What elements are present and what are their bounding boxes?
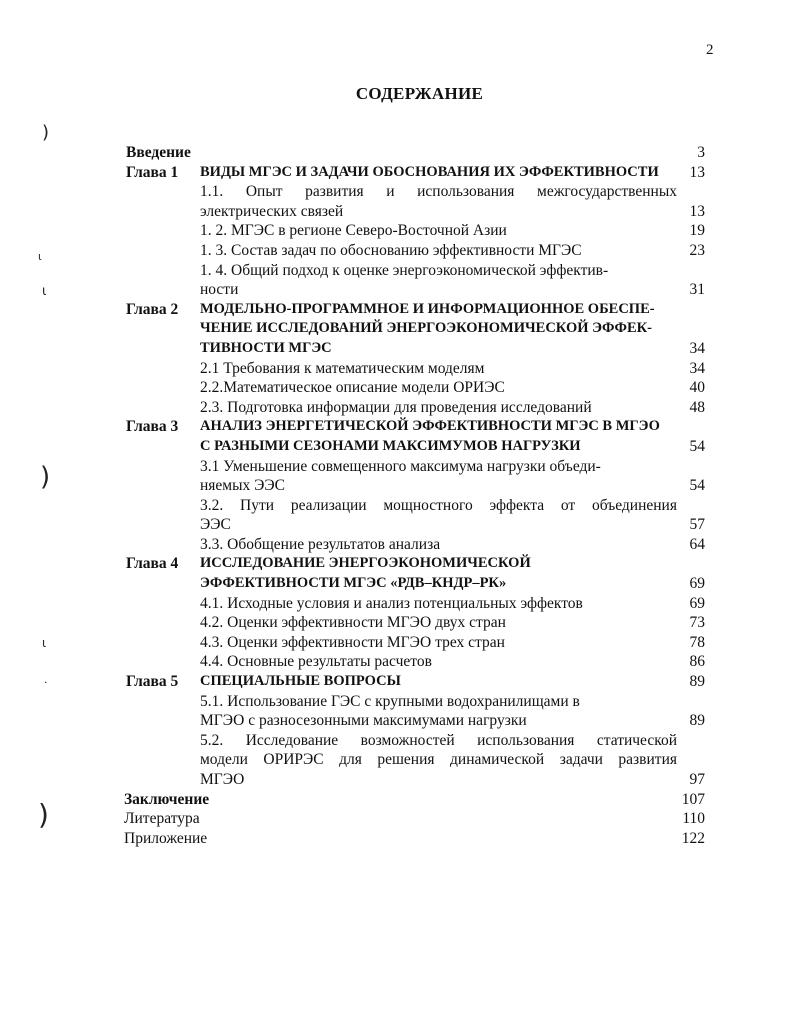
toc-entry bbox=[121, 554, 711, 574]
toc-page-number: 122 bbox=[681, 829, 705, 847]
toc-page-number: 57 bbox=[689, 516, 705, 534]
scan-mark: · bbox=[44, 676, 48, 689]
toc-page-number: 107 bbox=[681, 790, 705, 808]
toc-entry bbox=[121, 359, 711, 379]
toc-entry bbox=[121, 515, 711, 535]
toc-entry-text: 3.1 Уменьшение совмещенного максимума нагрузки объеди- bbox=[200, 457, 601, 475]
toc-page-number: 78 bbox=[689, 633, 705, 651]
toc-entry bbox=[121, 613, 711, 633]
toc-page-number: 19 bbox=[689, 222, 705, 240]
toc-page-number: 86 bbox=[689, 653, 705, 671]
toc-page-number: 54 bbox=[689, 437, 705, 455]
toc-entry-text: ИССЛЕДОВАНИЕ ЭНЕРГОЭКОНОМИЧЕСКОЙ bbox=[200, 555, 531, 572]
table-of-contents bbox=[121, 143, 711, 848]
page-title: СОДЕРЖАНИЕ bbox=[355, 84, 484, 103]
toc-page-number: 23 bbox=[689, 241, 705, 259]
scan-mark: ι bbox=[38, 250, 42, 263]
toc-entry bbox=[121, 476, 711, 496]
toc-page-number: 73 bbox=[689, 614, 705, 632]
toc-entry bbox=[121, 398, 711, 418]
toc-page-number: 54 bbox=[689, 477, 705, 495]
toc-entry bbox=[121, 221, 711, 241]
toc-page-number: 3 bbox=[697, 144, 705, 161]
scan-mark: ) bbox=[40, 462, 51, 492]
toc-entry bbox=[121, 770, 711, 790]
toc-entry bbox=[121, 437, 711, 457]
scan-mark: ι bbox=[42, 636, 47, 650]
toc-entry bbox=[121, 457, 711, 477]
toc-entry bbox=[121, 143, 711, 163]
toc-entry-text: ности bbox=[200, 281, 239, 299]
toc-chapter-label: Глава 4 bbox=[126, 555, 179, 573]
toc-entry bbox=[121, 633, 711, 653]
toc-page-number: 13 bbox=[689, 202, 705, 220]
toc-entry-text: 2.2.Математическое описание модели ОРИЭС bbox=[200, 379, 505, 397]
toc-entry-text: 1. 4. Общий подход к оценке энергоэкономической эффектив- bbox=[200, 261, 609, 279]
toc-entry-text: модели ОРИРЭС для решения динамической задачи развития bbox=[200, 751, 677, 769]
scan-mark: ι bbox=[42, 284, 47, 299]
toc-entry-text: Литература bbox=[124, 810, 200, 828]
toc-entry-text: МГЭО bbox=[200, 771, 245, 788]
toc-entry-text: 1. 2. МГЭС в регионе Северо-Восточной Азии bbox=[200, 222, 507, 240]
toc-chapter-label: Глава 3 bbox=[126, 418, 179, 436]
toc-page-number: 89 bbox=[689, 712, 705, 730]
toc-page-number: 97 bbox=[689, 771, 705, 788]
toc-chapter-label: Глава 1 bbox=[126, 163, 179, 181]
toc-entry bbox=[121, 417, 711, 437]
toc-page-number: 110 bbox=[682, 810, 705, 828]
toc-entry-text: Заключение bbox=[124, 790, 210, 808]
toc-page-number: 69 bbox=[689, 575, 705, 593]
toc-entry-text: 2.1 Требования к математическим моделям bbox=[200, 359, 485, 377]
toc-entry bbox=[121, 672, 711, 692]
toc-entry-text: 1.1. Опыт развития и использования межгосударственных bbox=[200, 183, 677, 201]
toc-entry bbox=[121, 261, 711, 281]
toc-entry-text: 4.1. Исходные условия и анализ потенциальных эффектов bbox=[200, 594, 583, 612]
toc-entry bbox=[121, 692, 711, 712]
toc-entry bbox=[121, 280, 711, 300]
toc-entry-text: 1. 3. Состав задач по обоснованию эффективности МГЭС bbox=[200, 241, 582, 259]
toc-chapter-label: Глава 5 bbox=[126, 673, 179, 691]
toc-entry-text: МОДЕЛЬНО-ПРОГРАММНОЕ И ИНФОРМАЦИОННОЕ ОБЕСПЕ- bbox=[200, 300, 655, 317]
toc-entry-text: ЭЭС bbox=[200, 516, 231, 534]
toc-entry bbox=[121, 535, 711, 555]
toc-entry-text: С РАЗНЫМИ СЕЗОНАМИ МАКСИМУМОВ НАГРУЗКИ bbox=[200, 437, 581, 454]
toc-entry bbox=[121, 790, 711, 810]
toc-entry bbox=[121, 594, 711, 614]
toc-entry bbox=[121, 339, 711, 359]
toc-entry bbox=[121, 241, 711, 261]
toc-entry bbox=[121, 829, 711, 849]
toc-chapter-label: Глава 2 bbox=[126, 300, 179, 318]
toc-entry-text: 4.4. Основные результаты расчетов bbox=[200, 653, 432, 671]
toc-entry bbox=[121, 496, 711, 516]
toc-entry bbox=[121, 809, 711, 829]
toc-entry-text: электрических связей bbox=[200, 202, 344, 220]
toc-entry-text: 3.3. Обобщение результатов анализа bbox=[200, 535, 441, 553]
toc-entry bbox=[121, 731, 711, 751]
toc-entry bbox=[121, 750, 711, 770]
toc-page-number: 34 bbox=[689, 359, 705, 377]
toc-entry-text: 3.2. Пути реализации мощностного эффекта от объединения bbox=[200, 496, 677, 514]
toc-entry-text: ЧЕНИЕ ИССЛЕДОВАНИЙ ЭНЕРГОЭКОНОМИЧЕСКОЙ ЭФФЕК- bbox=[200, 320, 652, 337]
toc-entry-text: 5.1. Использование ГЭС с крупными водохранилищами в bbox=[200, 692, 580, 710]
toc-entry bbox=[121, 300, 711, 320]
toc-entry-text: Приложение bbox=[124, 829, 208, 847]
page-number: 2 bbox=[706, 42, 714, 58]
toc-entry-text: Введение bbox=[126, 144, 191, 161]
toc-page-number: 89 bbox=[689, 673, 705, 691]
toc-entry bbox=[121, 378, 711, 398]
toc-page-number: 13 bbox=[689, 163, 705, 181]
toc-entry-text: 4.3. Оценки эффективности МГЭО трех стран bbox=[200, 633, 505, 651]
toc-page-number: 40 bbox=[689, 379, 705, 397]
toc-page-number: 48 bbox=[689, 398, 705, 416]
toc-entry-text: 5.2. Исследование возможностей использования статической bbox=[200, 731, 677, 749]
scan-mark: ) bbox=[42, 122, 50, 143]
toc-entry-text: ВИДЫ МГЭС И ЗАДАЧИ ОБОСНОВАНИЯ ИХ ЭФФЕКТИВНОСТИ bbox=[200, 163, 659, 180]
toc-entry bbox=[121, 652, 711, 672]
toc-page-number: 31 bbox=[689, 281, 705, 299]
toc-entry-text: няемых ЭЭС bbox=[200, 477, 285, 495]
toc-entry bbox=[121, 182, 711, 202]
toc-entry bbox=[121, 319, 711, 339]
toc-entry-text: 2.3. Подготовка информации для проведения исследований bbox=[200, 398, 592, 416]
toc-entry-text: 4.2. Оценки эффективности МГЭО двух стран bbox=[200, 614, 506, 632]
toc-entry bbox=[121, 574, 711, 594]
toc-entry bbox=[121, 163, 711, 183]
toc-page-number: 69 bbox=[689, 594, 705, 612]
toc-entry-text: ЭФФЕКТИВНОСТИ МГЭС «РДВ–КНДР–РК» bbox=[200, 575, 507, 592]
toc-page-number: 34 bbox=[689, 339, 705, 357]
toc-entry bbox=[121, 202, 711, 222]
toc-entry-text: МГЭО с разносезонными максимумами нагрузки bbox=[200, 712, 527, 730]
toc-entry-text: СПЕЦИАЛЬНЫЕ ВОПРОСЫ bbox=[200, 673, 401, 690]
toc-page-number: 64 bbox=[689, 535, 705, 553]
scan-mark: ) bbox=[38, 798, 49, 831]
toc-entry-text: ТИВНОСТИ МГЭС bbox=[200, 339, 332, 356]
toc-entry-text: АНАЛИЗ ЭНЕРГЕТИЧЕСКОЙ ЭФФЕКТИВНОСТИ МГЭС В МГЭО bbox=[200, 418, 660, 435]
toc-entry bbox=[121, 711, 711, 731]
